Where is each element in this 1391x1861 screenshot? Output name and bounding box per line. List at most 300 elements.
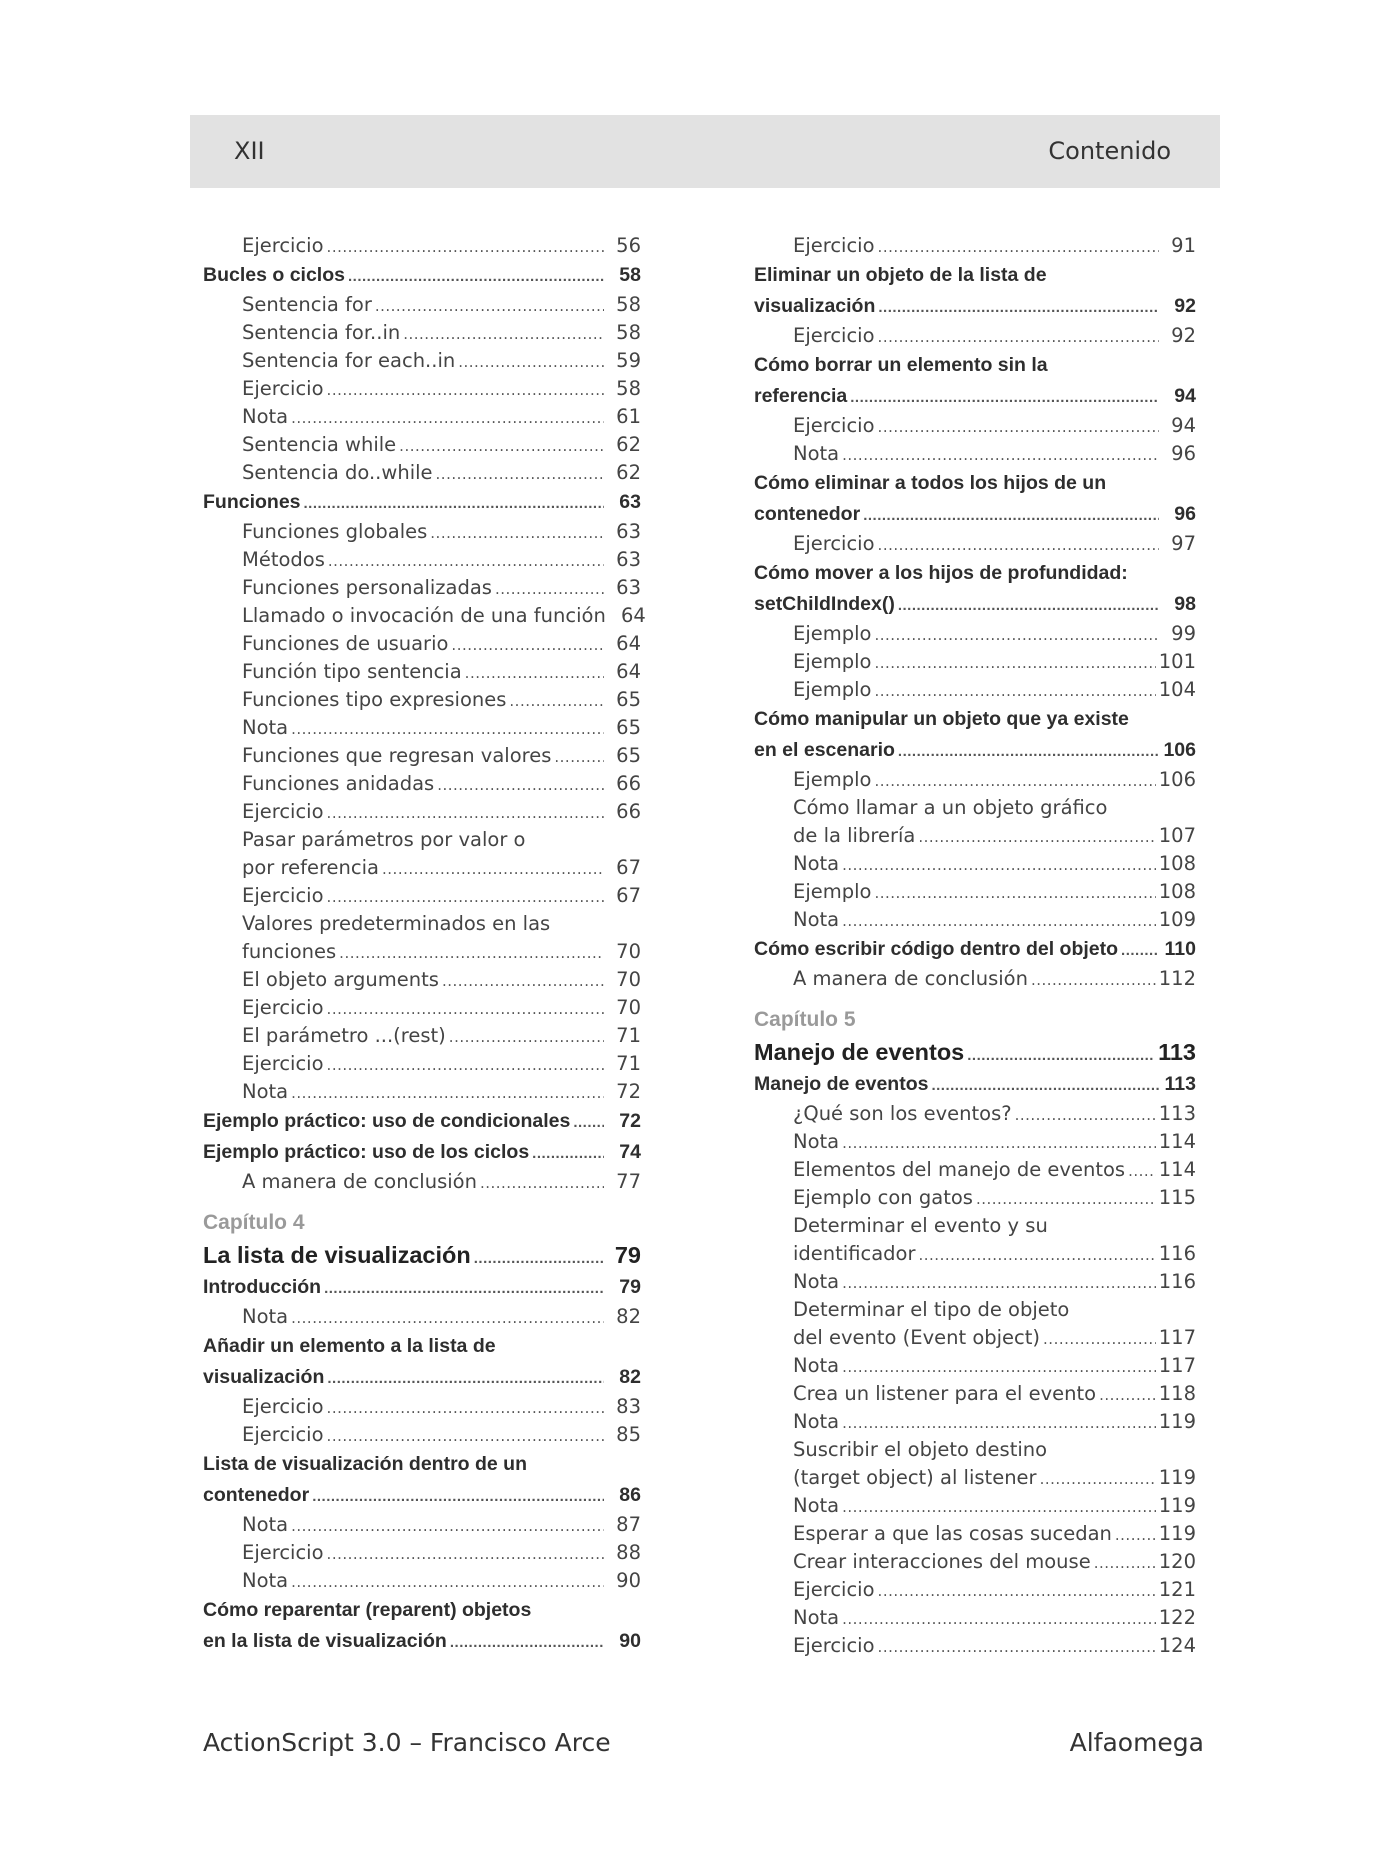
dot-leader bbox=[842, 1269, 1156, 1297]
chapter-label: Capítulo 4 bbox=[203, 1211, 305, 1234]
toc-entry bbox=[203, 1480, 641, 1511]
toc-entry bbox=[203, 431, 641, 459]
dot-leader bbox=[291, 715, 604, 743]
toc-entry-label: Sentencia do..while bbox=[242, 461, 433, 484]
toc-page-number: 119 bbox=[1158, 1494, 1196, 1517]
toc-entry-label: Ejemplo bbox=[793, 622, 872, 645]
toc-entry-label: Nota bbox=[242, 1305, 289, 1328]
toc-page-number: 113 bbox=[1158, 1102, 1196, 1125]
dot-leader bbox=[878, 531, 1159, 559]
toc-entry-line: Determinar el evento y su bbox=[793, 1214, 1048, 1237]
dot-leader bbox=[850, 382, 1159, 413]
toc-page-number: 119 bbox=[1158, 1522, 1196, 1545]
dot-leader bbox=[291, 404, 604, 432]
dot-leader bbox=[327, 376, 604, 404]
dot-leader bbox=[327, 1051, 604, 1079]
toc-entry bbox=[203, 1078, 641, 1106]
toc-entry-label: contenedor bbox=[754, 503, 861, 525]
toc-entry bbox=[203, 1421, 641, 1449]
toc-page-number: 107 bbox=[1158, 824, 1196, 847]
dot-leader bbox=[327, 1394, 604, 1422]
toc-page-number: 70 bbox=[616, 940, 641, 963]
dot-leader bbox=[878, 1577, 1156, 1605]
toc-entry-label: setChildIndex() bbox=[754, 593, 895, 615]
toc-page-number: 62 bbox=[616, 461, 641, 484]
toc-entry bbox=[754, 322, 1196, 350]
toc-page-number: 70 bbox=[616, 996, 641, 1019]
toc-page-number: 79 bbox=[614, 1242, 641, 1268]
toc-entry bbox=[754, 1069, 1196, 1100]
toc-page-number: 63 bbox=[616, 548, 641, 571]
toc-entry bbox=[203, 602, 646, 630]
toc-page-number: 96 bbox=[1171, 442, 1196, 465]
toc-entry-label: El objeto arguments bbox=[242, 968, 439, 991]
toc-entry bbox=[203, 1050, 641, 1078]
toc-entry bbox=[203, 459, 641, 487]
toc-entry-label: (target object) al listener bbox=[793, 1466, 1037, 1489]
toc-entry-label: en el escenario bbox=[754, 739, 895, 761]
toc-entry-label: referencia bbox=[754, 385, 848, 407]
toc-entry bbox=[754, 589, 1196, 620]
toc-page-number: 92 bbox=[1174, 295, 1196, 317]
dot-leader bbox=[509, 687, 604, 715]
toc-page-number: 83 bbox=[616, 1395, 641, 1418]
toc-page-number: 71 bbox=[616, 1052, 641, 1075]
dot-leader bbox=[918, 823, 1155, 851]
toc-entry-line: Cómo llamar a un objeto gráfico bbox=[793, 796, 1108, 819]
toc-entry-label: identificador bbox=[793, 1242, 916, 1265]
toc-entry-label: Introducción bbox=[203, 1276, 322, 1298]
toc-entry-label: Sentencia for..in bbox=[242, 321, 401, 344]
dot-leader bbox=[967, 1039, 1155, 1073]
toc-page-number: 118 bbox=[1158, 1382, 1196, 1405]
dot-leader bbox=[878, 1633, 1156, 1661]
toc-page-number: 110 bbox=[1164, 938, 1196, 960]
toc-page-number: 94 bbox=[1171, 414, 1196, 437]
toc-entry-label: Nota bbox=[793, 442, 840, 465]
toc-entry bbox=[754, 440, 1196, 468]
toc-entry-label: Funciones anidadas bbox=[242, 772, 435, 795]
toc-entry bbox=[203, 291, 641, 319]
toc-entry-line: Determinar el tipo de objeto bbox=[793, 1298, 1070, 1321]
toc-entry bbox=[754, 1464, 1196, 1492]
toc-entry-label: contenedor bbox=[203, 1484, 310, 1506]
toc-entry bbox=[203, 347, 641, 375]
toc-page-number: 119 bbox=[1158, 1410, 1196, 1433]
toc-entry bbox=[754, 906, 1196, 934]
dot-leader bbox=[878, 323, 1159, 351]
toc-entry bbox=[203, 994, 641, 1022]
toc-entry-label: visualización bbox=[203, 1366, 325, 1388]
toc-page-number: 88 bbox=[616, 1541, 641, 1564]
toc-entry bbox=[754, 1324, 1196, 1352]
toc-page-number: 58 bbox=[616, 293, 641, 316]
chapter-title-entry bbox=[754, 1035, 1196, 1069]
toc-entry-label: Nota bbox=[793, 852, 840, 875]
toc-entry-line: Añadir un elemento a la lista de bbox=[203, 1335, 496, 1357]
toc-entry bbox=[754, 1604, 1196, 1632]
toc-entry bbox=[754, 766, 1196, 794]
toc-entry bbox=[203, 1168, 641, 1196]
toc-page-number: 113 bbox=[1164, 1073, 1196, 1095]
toc-entry bbox=[754, 965, 1196, 993]
toc-entry bbox=[754, 1520, 1196, 1548]
toc-entry bbox=[754, 381, 1196, 412]
toc-page-number: 58 bbox=[616, 321, 641, 344]
toc-entry bbox=[203, 742, 641, 770]
toc-entry bbox=[754, 1632, 1196, 1660]
dot-leader bbox=[874, 649, 1155, 677]
toc-page-number: 65 bbox=[616, 744, 641, 767]
toc-entry-label: del evento (Event object) bbox=[793, 1326, 1041, 1349]
dot-leader bbox=[327, 1363, 604, 1394]
dot-leader bbox=[842, 1605, 1156, 1633]
dot-leader bbox=[451, 631, 604, 659]
toc-page-number: 122 bbox=[1158, 1606, 1196, 1629]
dot-leader bbox=[437, 771, 604, 799]
toc-page-number: 90 bbox=[619, 1630, 641, 1652]
dot-leader bbox=[842, 441, 1159, 469]
toc-entry-label: Ejercicio bbox=[242, 377, 324, 400]
toc-left-column bbox=[203, 232, 646, 1657]
dot-leader bbox=[458, 348, 604, 376]
dot-leader bbox=[1099, 1381, 1156, 1409]
toc-page-number: 124 bbox=[1158, 1634, 1196, 1657]
toc-entry-label: Cómo escribir código dentro del objeto bbox=[754, 938, 1119, 960]
toc-entry bbox=[754, 412, 1196, 440]
toc-entry bbox=[754, 1184, 1196, 1212]
toc-entry bbox=[203, 1137, 641, 1168]
toc-entry-label: Ejercicio bbox=[242, 800, 324, 823]
chapter-title-entry bbox=[203, 1238, 641, 1272]
dot-leader bbox=[532, 1138, 604, 1169]
toc-entry bbox=[203, 574, 641, 602]
toc-entry-label: Ejercicio bbox=[793, 532, 875, 555]
toc-entry bbox=[754, 1576, 1196, 1604]
dot-leader bbox=[348, 261, 604, 292]
toc-entry-label: Funciones bbox=[203, 491, 301, 513]
dot-leader bbox=[327, 1422, 604, 1450]
toc-page-number: 67 bbox=[616, 884, 641, 907]
toc-entry-label: Nota bbox=[793, 1354, 840, 1377]
toc-entry bbox=[203, 854, 641, 882]
toc-entry bbox=[203, 319, 641, 347]
toc-entry-label: Llamado o invocación de una función bbox=[242, 604, 606, 627]
toc-entry bbox=[754, 1492, 1196, 1520]
toc-entry-line: Suscribir el objeto destino bbox=[793, 1438, 1048, 1461]
toc-entry bbox=[203, 966, 641, 994]
toc-entry bbox=[203, 1272, 641, 1303]
toc-page-number: 120 bbox=[1158, 1550, 1196, 1573]
toc-page-number: 61 bbox=[616, 405, 641, 428]
toc-entry-label: Ejemplo bbox=[793, 678, 872, 701]
toc-entry-line: Valores predeterminados en las bbox=[242, 912, 551, 935]
toc-entry-label: Bucles o ciclos bbox=[203, 264, 345, 286]
toc-entry bbox=[203, 260, 641, 291]
toc-entry bbox=[203, 546, 641, 574]
running-header bbox=[190, 115, 1220, 188]
toc-entry bbox=[754, 530, 1196, 558]
toc-page-number: 71 bbox=[616, 1024, 641, 1047]
toc-entry-label: Ejemplo práctico: uso de condicionales bbox=[203, 1110, 571, 1132]
toc-page-number: 64 bbox=[616, 660, 641, 683]
toc-page-number: 108 bbox=[1158, 852, 1196, 875]
toc-page-number: 63 bbox=[619, 491, 641, 513]
toc-page-number: 56 bbox=[616, 234, 641, 257]
toc-entry-label: Nota bbox=[793, 908, 840, 931]
toc-entry-label: A manera de conclusión bbox=[242, 1170, 477, 1193]
toc-entry bbox=[754, 1100, 1196, 1128]
dot-leader bbox=[874, 767, 1155, 795]
toc-page-number: 64 bbox=[620, 604, 646, 627]
toc-page-number: 104 bbox=[1158, 678, 1196, 701]
toc-entry-label: La lista de visualización bbox=[203, 1242, 471, 1268]
toc-page-number: 116 bbox=[1158, 1270, 1196, 1293]
toc-entry-label: Funciones personalizadas bbox=[242, 576, 492, 599]
toc-page-number: 70 bbox=[616, 968, 641, 991]
toc-entry bbox=[754, 850, 1196, 878]
toc-page-number: 82 bbox=[616, 1305, 641, 1328]
dot-leader bbox=[312, 1481, 604, 1512]
toc-page-number: 98 bbox=[1174, 593, 1196, 615]
dot-leader bbox=[842, 1409, 1156, 1437]
toc-page-number: 58 bbox=[616, 377, 641, 400]
toc-entry-label: Funciones de usuario bbox=[242, 632, 449, 655]
toc-page-number: 106 bbox=[1158, 768, 1196, 791]
dot-leader bbox=[399, 432, 604, 460]
toc-page-number: 82 bbox=[619, 1366, 641, 1388]
toc-entry-label: Manejo de eventos bbox=[754, 1073, 929, 1095]
dot-leader bbox=[976, 1185, 1156, 1213]
toc-entry bbox=[754, 822, 1196, 850]
toc-entry bbox=[203, 403, 641, 431]
toc-entry bbox=[203, 798, 641, 826]
dot-leader bbox=[1094, 1549, 1156, 1577]
toc-entry-label: ¿Qué son los eventos? bbox=[793, 1102, 1012, 1125]
toc-entry bbox=[203, 658, 641, 686]
dot-leader bbox=[291, 1079, 604, 1107]
toc-entry-label: Sentencia for bbox=[242, 293, 372, 316]
toc-page-number: 112 bbox=[1158, 967, 1196, 990]
toc-entry bbox=[754, 499, 1196, 530]
toc-entry bbox=[203, 714, 641, 742]
toc-entry bbox=[754, 1548, 1196, 1576]
toc-entry bbox=[203, 630, 641, 658]
toc-entry-label: Sentencia for each..in bbox=[242, 349, 456, 372]
dot-leader bbox=[1015, 1101, 1156, 1129]
dot-leader bbox=[327, 1540, 604, 1568]
dot-leader bbox=[842, 1129, 1156, 1157]
toc-entry-label: A manera de conclusión bbox=[793, 967, 1028, 990]
dot-leader bbox=[495, 575, 604, 603]
toc-entry-label: Nota bbox=[242, 716, 289, 739]
toc-entry-label: Ejercicio bbox=[793, 1634, 875, 1657]
dot-leader bbox=[430, 519, 604, 547]
toc-entry bbox=[203, 882, 641, 910]
toc-entry bbox=[754, 1240, 1196, 1268]
toc-entry bbox=[754, 1268, 1196, 1296]
toc-entry-label: Ejercicio bbox=[242, 234, 324, 257]
toc-entry bbox=[203, 1567, 641, 1595]
toc-entry-label: Sentencia while bbox=[242, 433, 397, 456]
toc-page-number: 113 bbox=[1158, 1039, 1196, 1065]
dot-leader bbox=[327, 233, 604, 261]
toc-entry bbox=[754, 1380, 1196, 1408]
dot-leader bbox=[1115, 1521, 1156, 1549]
toc-page-number: 72 bbox=[616, 1080, 641, 1103]
toc-entry-label: Funciones tipo expresiones bbox=[242, 688, 507, 711]
toc-entry-label: Función tipo sentencia bbox=[242, 660, 462, 683]
toc-entry-label: Ejercicio bbox=[242, 996, 324, 1019]
dot-leader bbox=[842, 907, 1156, 935]
toc-entry-label: Ejercicio bbox=[793, 324, 875, 347]
toc-entry bbox=[754, 934, 1196, 965]
dot-leader bbox=[382, 855, 604, 883]
toc-entry-line: Pasar parámetros por valor o bbox=[242, 828, 526, 851]
toc-entry bbox=[754, 1156, 1196, 1184]
toc-entry-line: Cómo reparentar (reparent) objetos bbox=[203, 1599, 532, 1621]
toc-entry-label: Nota bbox=[793, 1606, 840, 1629]
toc-page-number: 109 bbox=[1158, 908, 1196, 931]
toc-entry bbox=[203, 1106, 641, 1137]
page-number: XII bbox=[234, 137, 265, 165]
toc-page-number: 106 bbox=[1163, 739, 1196, 761]
dot-leader bbox=[931, 1070, 1159, 1101]
toc-page-number: 67 bbox=[616, 856, 641, 879]
dot-leader bbox=[842, 851, 1156, 879]
toc-entry bbox=[754, 676, 1196, 704]
toc-entry-label: de la librería bbox=[793, 824, 916, 847]
toc-entry-label: Nota bbox=[242, 1569, 289, 1592]
dot-leader bbox=[1121, 935, 1159, 966]
toc-entry-label: Ejercicio bbox=[793, 234, 875, 257]
toc-page-number: 114 bbox=[1158, 1158, 1196, 1181]
toc-right-column bbox=[754, 232, 1196, 1660]
toc-entry-label: Ejemplo bbox=[793, 880, 872, 903]
dot-leader bbox=[339, 939, 604, 967]
toc-page-number: 59 bbox=[616, 349, 641, 372]
toc-page-number: 77 bbox=[616, 1170, 641, 1193]
dot-leader bbox=[874, 677, 1155, 705]
toc-entry-label: visualización bbox=[754, 295, 876, 317]
toc-entry-label: Ejemplo práctico: uso de los ciclos bbox=[203, 1141, 530, 1163]
toc-page-number: 101 bbox=[1158, 650, 1196, 673]
toc-page-number: 116 bbox=[1158, 1242, 1196, 1265]
toc-entry bbox=[203, 375, 641, 403]
toc-entry-line: Eliminar un objeto de la lista de bbox=[754, 264, 1047, 286]
toc-entry-label: Ejercicio bbox=[242, 1423, 324, 1446]
toc-page-number: 92 bbox=[1171, 324, 1196, 347]
toc-page-number: 108 bbox=[1158, 880, 1196, 903]
toc-page-number: 97 bbox=[1171, 532, 1196, 555]
toc-page-number: 91 bbox=[1171, 234, 1196, 257]
toc-entry bbox=[203, 686, 641, 714]
toc-entry bbox=[754, 1128, 1196, 1156]
dot-leader bbox=[1043, 1325, 1156, 1353]
dot-leader bbox=[328, 547, 604, 575]
section-title: Contenido bbox=[1048, 137, 1171, 165]
toc-page-number: 65 bbox=[616, 716, 641, 739]
toc-page-number: 65 bbox=[616, 688, 641, 711]
toc-page-number: 66 bbox=[616, 800, 641, 823]
dot-leader bbox=[1031, 966, 1156, 994]
dot-leader bbox=[863, 500, 1159, 531]
toc-page-number: 90 bbox=[616, 1569, 641, 1592]
dot-leader bbox=[480, 1169, 604, 1197]
footer-book-title: ActionScript 3.0 – Francisco Arce bbox=[203, 1728, 611, 1757]
dot-leader bbox=[842, 1493, 1156, 1521]
toc-entry-line: Cómo mover a los hijos de profundidad: bbox=[754, 562, 1128, 584]
toc-entry bbox=[203, 1539, 641, 1567]
toc-page-number: 96 bbox=[1174, 503, 1196, 525]
dot-leader bbox=[403, 320, 604, 348]
toc-page-number: 117 bbox=[1158, 1354, 1196, 1377]
toc-page-number: 85 bbox=[616, 1423, 641, 1446]
toc-entry bbox=[203, 487, 641, 518]
dot-leader bbox=[919, 1241, 1156, 1269]
dot-leader bbox=[450, 1627, 604, 1658]
toc-entry bbox=[203, 1362, 641, 1393]
dot-leader bbox=[327, 799, 604, 827]
toc-page-number: 64 bbox=[616, 632, 641, 655]
toc-entry-label: Funciones globales bbox=[242, 520, 428, 543]
toc-entry-label: Nota bbox=[242, 1513, 289, 1536]
dot-leader bbox=[878, 292, 1159, 323]
toc-entry bbox=[754, 1352, 1196, 1380]
toc-entry-label: funciones bbox=[242, 940, 337, 963]
toc-entry-label: Ejemplo bbox=[793, 650, 872, 673]
toc-entry-label: Nota bbox=[242, 405, 289, 428]
dot-leader bbox=[327, 995, 604, 1023]
dot-leader bbox=[442, 967, 604, 995]
toc-entry-label: Ejercicio bbox=[242, 1395, 324, 1418]
toc-entry bbox=[203, 1393, 641, 1421]
toc-entry bbox=[754, 232, 1196, 260]
toc-entry-label: Nota bbox=[793, 1270, 840, 1293]
toc-page-number: 115 bbox=[1158, 1186, 1196, 1209]
toc-entry-label: Ejercicio bbox=[793, 414, 875, 437]
toc-entry bbox=[203, 1626, 641, 1657]
toc-entry-label: Ejercicio bbox=[242, 1541, 324, 1564]
dot-leader bbox=[874, 879, 1155, 907]
dot-leader bbox=[474, 1242, 604, 1276]
dot-leader bbox=[878, 413, 1159, 441]
dot-leader bbox=[304, 488, 604, 519]
toc-entry-label: Elementos del manejo de eventos bbox=[793, 1158, 1126, 1181]
toc-entry-label: El parámetro ...(rest) bbox=[242, 1024, 446, 1047]
toc-page-number: 86 bbox=[619, 1484, 641, 1506]
toc-entry-label: en la lista de visualización bbox=[203, 1630, 447, 1652]
toc-entry-line: Cómo eliminar a todos los hijos de un bbox=[754, 472, 1107, 494]
toc-page-number: 74 bbox=[619, 1141, 641, 1163]
toc-entry bbox=[754, 735, 1196, 766]
toc-entry bbox=[203, 518, 641, 546]
toc-entry bbox=[754, 878, 1196, 906]
toc-entry-label: Ejercicio bbox=[793, 1578, 875, 1601]
toc-page-number: 79 bbox=[619, 1276, 641, 1298]
dot-leader bbox=[874, 621, 1159, 649]
dot-leader bbox=[291, 1304, 604, 1332]
toc-entry bbox=[203, 938, 641, 966]
toc-entry bbox=[754, 648, 1196, 676]
toc-entry-label: Ejemplo bbox=[793, 768, 872, 791]
toc-entry-line: Lista de visualización dentro de un bbox=[203, 1453, 527, 1475]
dot-leader bbox=[878, 233, 1159, 261]
toc-page-number: 99 bbox=[1171, 622, 1196, 645]
toc-page-number: 62 bbox=[616, 433, 641, 456]
toc-entry-label: Funciones que regresan valores bbox=[242, 744, 552, 767]
toc-entry bbox=[754, 1408, 1196, 1436]
